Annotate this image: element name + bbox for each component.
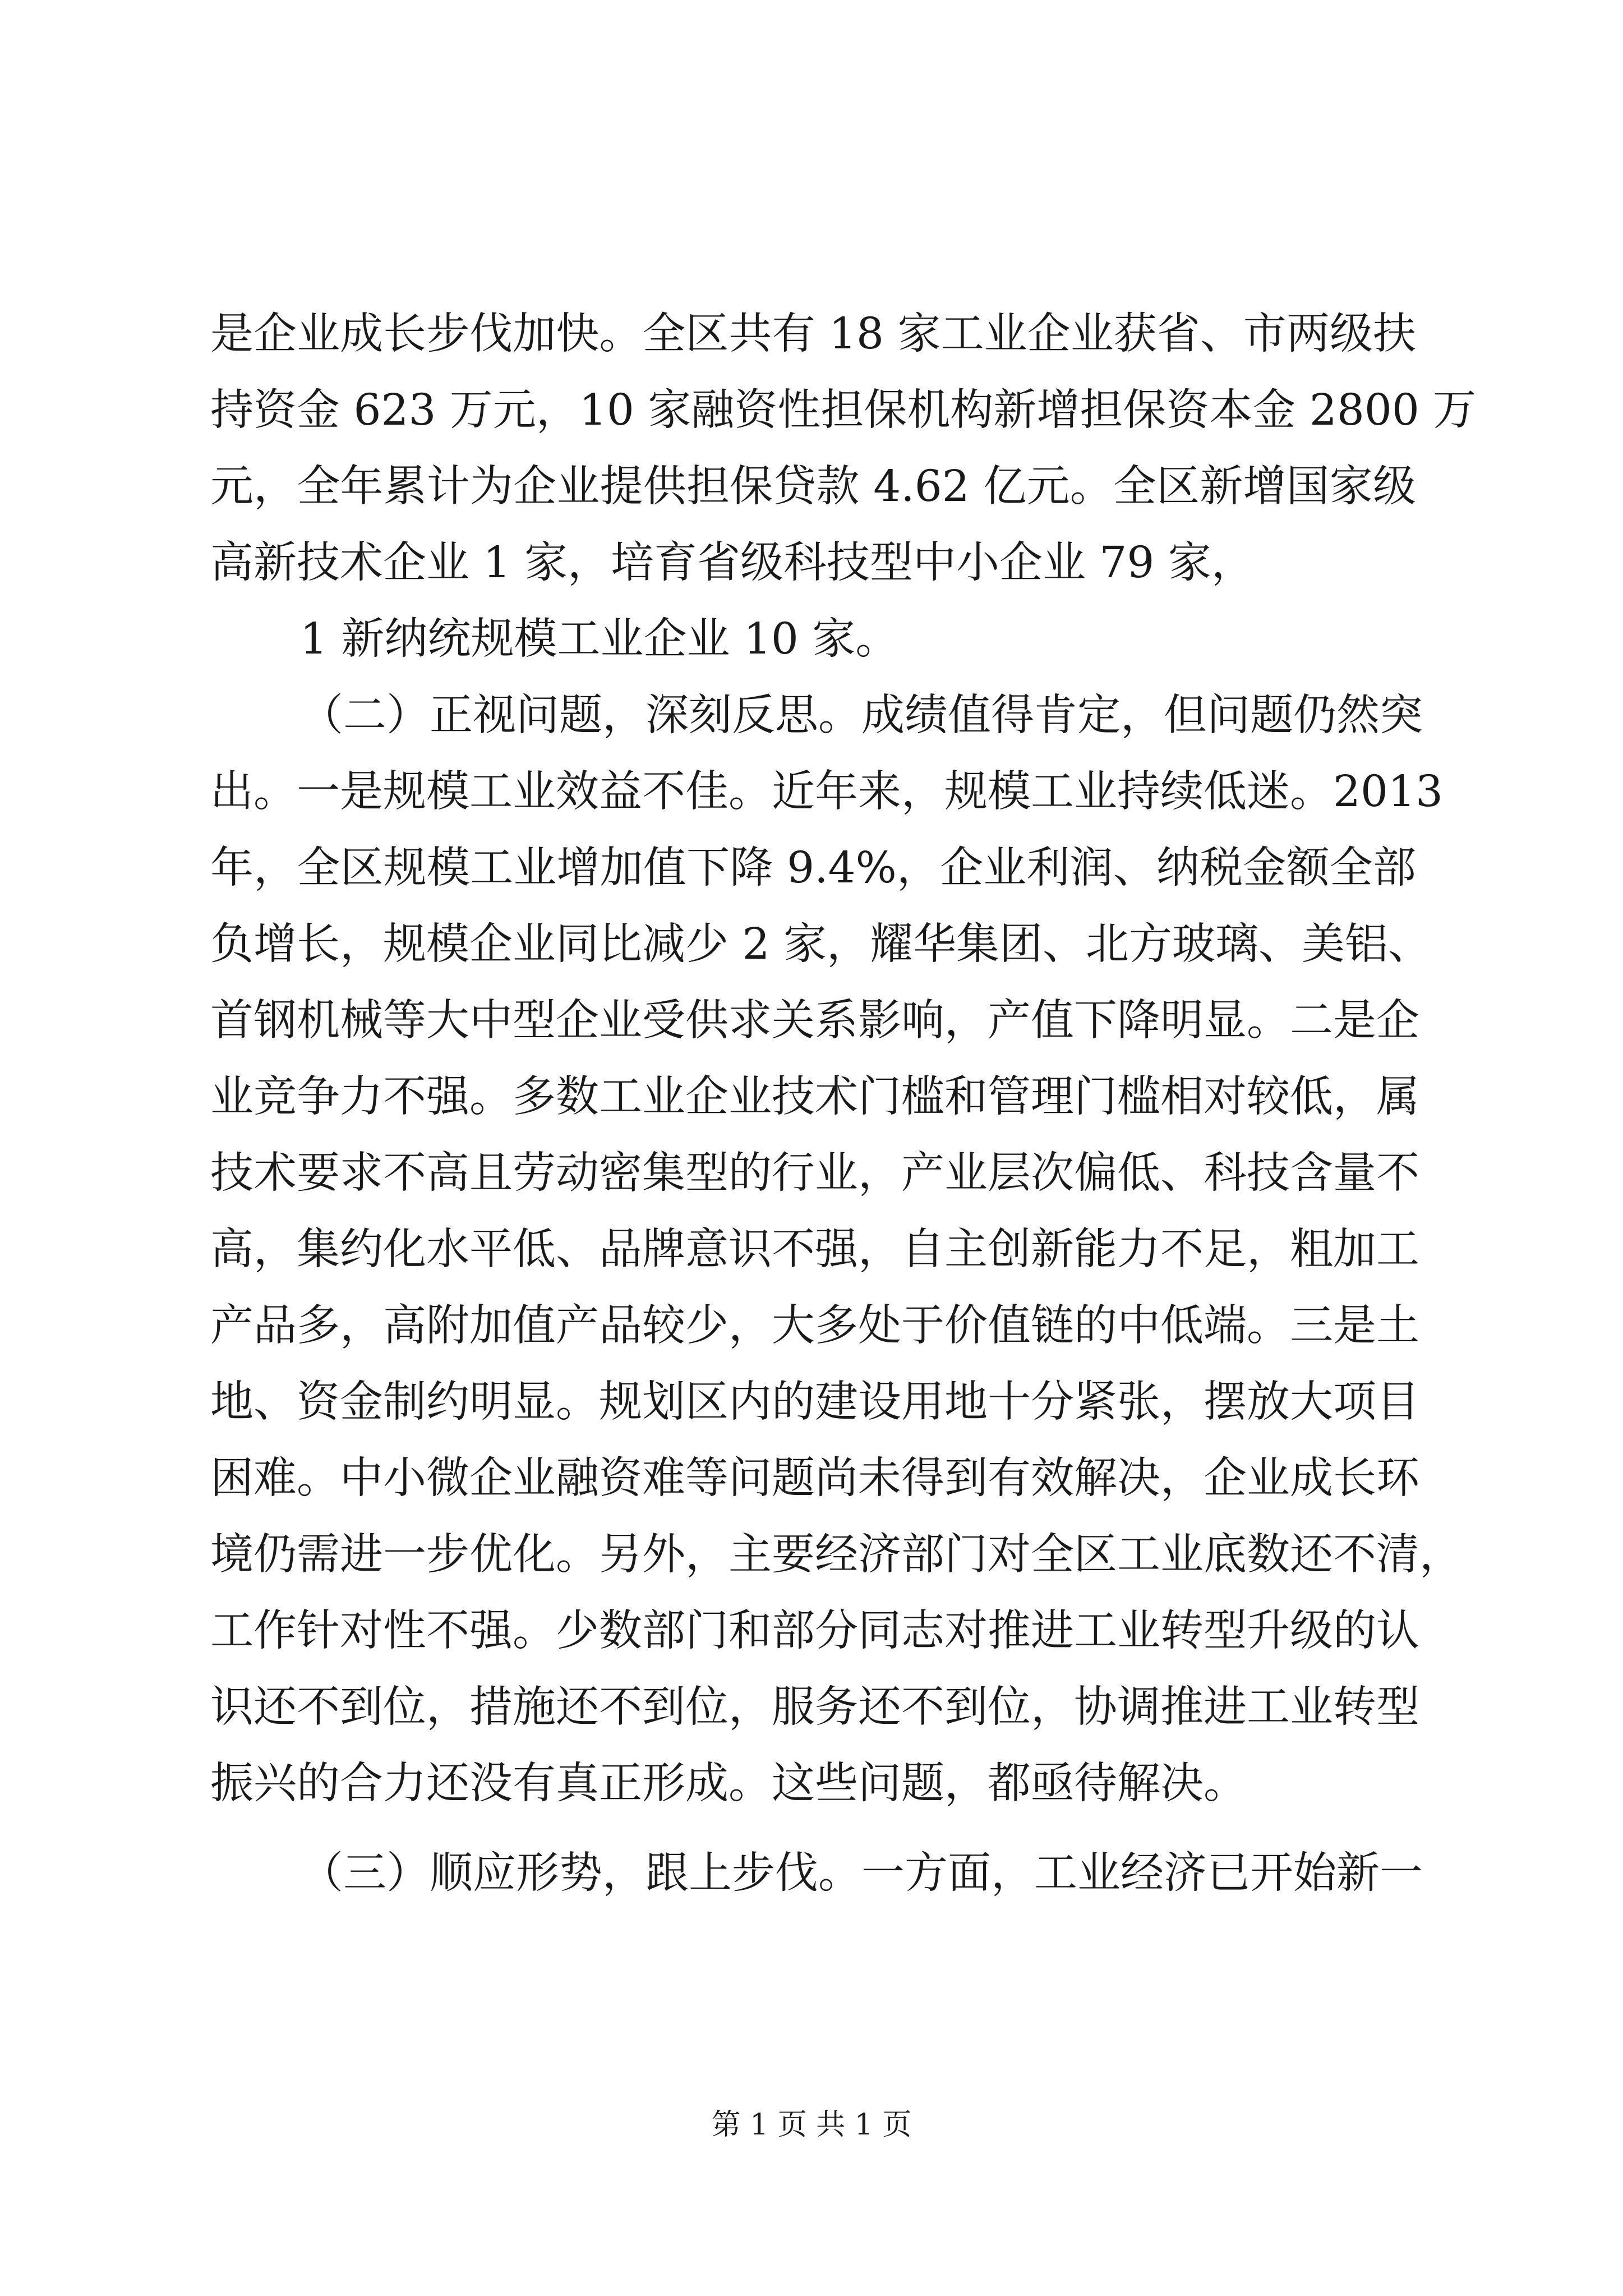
page-footer: 第 1 页 共 1 页 bbox=[711, 2108, 912, 2142]
text-line: 技术要求不高且劳动密集型的行业，产业层次偏低、科技含量不 bbox=[210, 1148, 1419, 1198]
text-line: 困难。中小微企业融资难等问题尚未得到有效解决，企业成长环 bbox=[210, 1453, 1419, 1503]
text-line: 首钢机械等大中型企业受供求关系影响，产值下降明显。二是企 bbox=[210, 996, 1419, 1046]
paragraph-heading-line: （二）正视问题，深刻反思。成绩值得肯定，但问题仍然突 bbox=[300, 691, 1423, 740]
text-line: 元，全年累计为企业提供担保贷款 4.62 亿元。全区新增国家级 bbox=[210, 462, 1416, 512]
text-line: 地、资金制约明显。规划区内的建设用地十分紧张，摆放大项目 bbox=[210, 1377, 1419, 1427]
text-line: 年，全区规模工业增加值下降 9.4%，企业利润、纳税金额全部 bbox=[210, 843, 1416, 893]
text-line: 业竞争力不强。多数工业企业技术门槛和管理门槛相对较低，属 bbox=[210, 1072, 1419, 1122]
text-line: 高，集约化水平低、品牌意识不强，自主创新能力不足，粗加工 bbox=[210, 1225, 1419, 1274]
body-text bbox=[210, 296, 1477, 1912]
text-line: 是企业成长步伐加快。全区共有 18 家工业企业获省、市两级扶 bbox=[210, 309, 1416, 359]
text-line: 工作针对性不强。少数部门和部分同志对推进工业转型升级的认 bbox=[210, 1606, 1419, 1656]
text-line: 负增长，规模企业同比减少 2 家，耀华集团、北方玻璃、美铝、 bbox=[210, 919, 1431, 969]
text-line: 1 新纳统规模工业企业 10 家。 bbox=[300, 614, 899, 664]
text-line: 高新技术企业 1 家，培育省级科技型中小企业 79 家， bbox=[210, 538, 1255, 588]
text-line: 出。一是规模工业效益不佳。近年来，规模工业持续低迷。2013 bbox=[210, 767, 1443, 817]
text-line: 境仍需进一步优化。另外，主要经济部门对全区工业底数还不清， bbox=[210, 1530, 1463, 1580]
text-line: 识还不到位，措施还不到位，服务还不到位，协调推进工业转型 bbox=[210, 1682, 1419, 1732]
paragraph-heading-line: （三）顺应形势，跟上步伐。一方面，工业经济已开始新一 bbox=[300, 1848, 1423, 1898]
text-line: 振兴的合力还没有真正形成。这些问题，都亟待解决。 bbox=[210, 1759, 1247, 1809]
text-line: 持资金 623 万元，10 家融资性担保机构新增担保资本金 2800 万 bbox=[210, 385, 1477, 435]
text-line: 产品多，高附加值产品较少，大多处于价值链的中低端。三是土 bbox=[210, 1301, 1419, 1351]
